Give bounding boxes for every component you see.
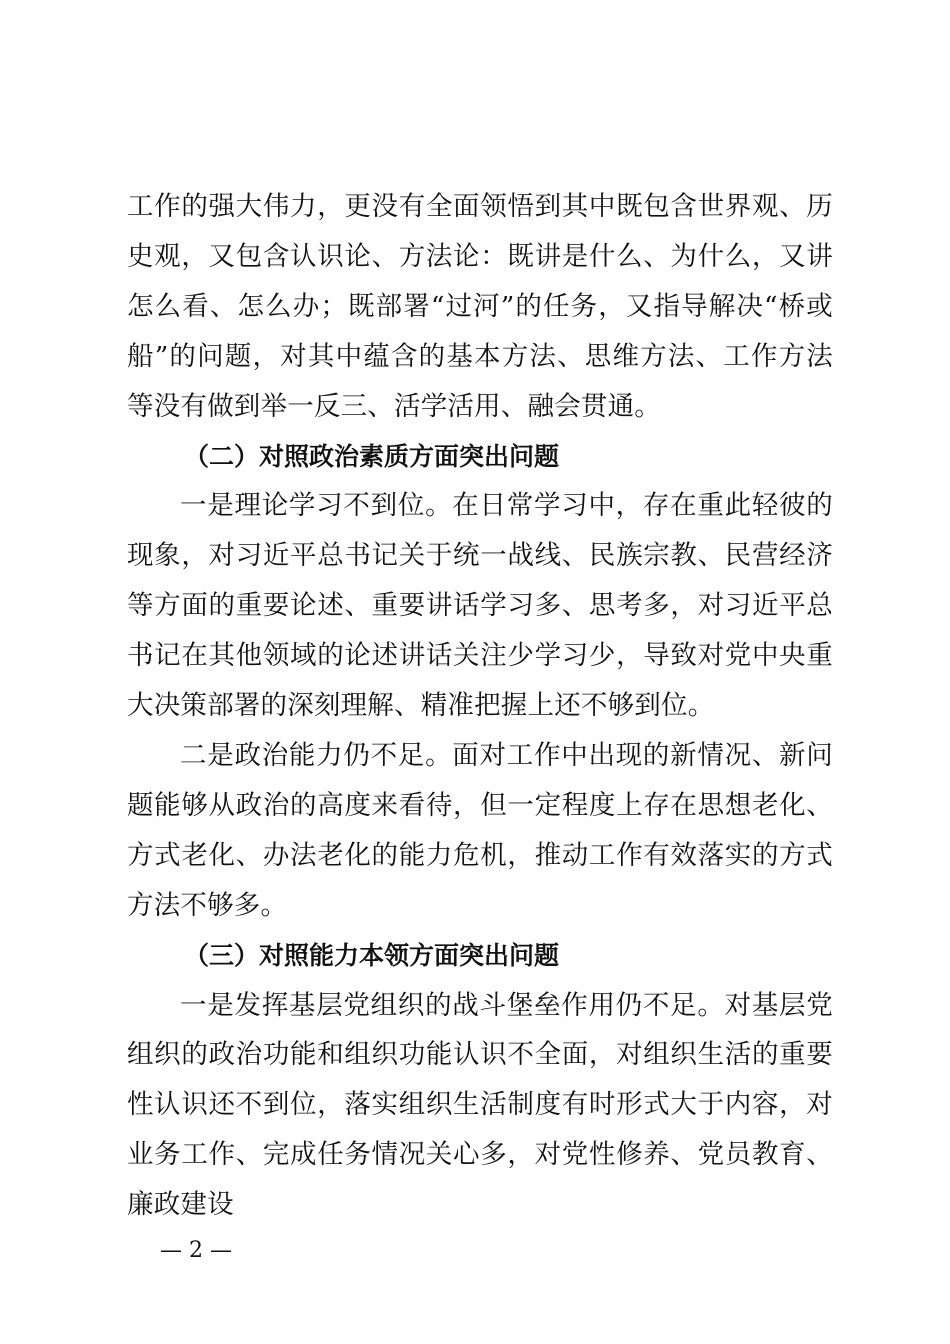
document-body: [127, 182, 833, 1230]
page-number: — 2 —: [160, 1238, 232, 1263]
section-heading-political-quality: （二）对照政治素质方面突出问题: [184, 441, 560, 471]
paragraph-grassroots-party: 一是发挥基层党组织的战斗堡垒作用仍不足。对基层党组织的政治功能和组织功能认识不全面，对组织生活的重要性认识还不到位，落实组织生活制度有时形式大于内容，对业务工作、完成任务情况关心多，对党性修养、党员教育、廉政建设: [127, 989, 833, 1221]
paragraph-continuation: 工作的强大伟力，更没有全面领悟到其中既包含世界观、历史观，又包含认识论、方法论：既讲是什么、为什么，又讲怎么看、怎么办；既部署“过河”的任务，又指导解决“桥或船”的问题，对其中蕴含的基本方法、思维方法、工作方法等没有做到举一反三、活学活用、融会贯通。: [127, 191, 833, 422]
section-heading-capability: （三）对照能力本领方面突出问题: [184, 940, 560, 970]
paragraph-political-ability: 二是政治能力仍不足。面对工作中出现的新情况、新问题能够从政治的高度来看待，但一定程度上存在思想老化、方式老化、办法老化的能力危机，推动工作有效落实的方式方法不够多。: [127, 739, 833, 921]
paragraph-theory-study: 一是理论学习不到位。在日常学习中，存在重此轻彼的现象，对习近平总书记关于统一战线、民族宗教、民营经济等方面的重要论述、重要讲话学习多、思考多，对习近平总书记在其他领域的论述讲话关注少学习少，导致对党中央重大决策部署的深刻理解、精准把握上还不够到位。: [127, 490, 833, 722]
